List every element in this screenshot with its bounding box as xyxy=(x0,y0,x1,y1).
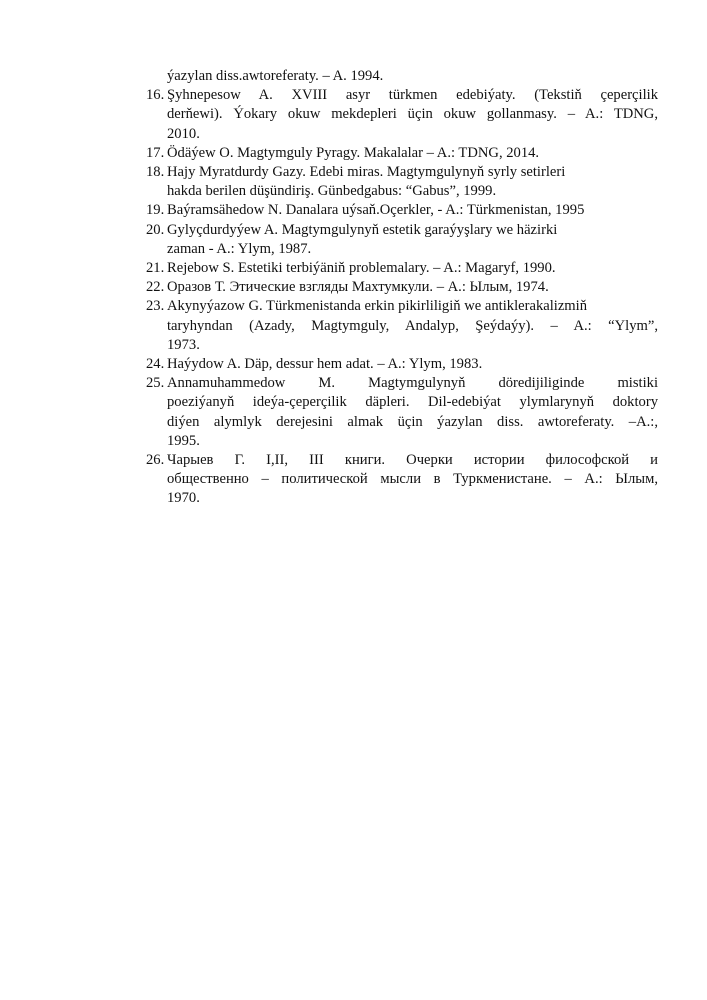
list-item xyxy=(146,86,658,144)
reference-line: hakda berilen düşündiriş. Günbedgabus: “Gabus”, 1999. xyxy=(167,183,497,200)
reference-list xyxy=(146,67,658,509)
list-item xyxy=(146,278,658,297)
list-item xyxy=(146,67,658,86)
reference-line: Оразов Т. Этические взгляды Махтумкули. – А.: Ылым, 1974. xyxy=(167,279,549,296)
list-item xyxy=(146,451,658,509)
reference-line: Haýydow A. Däp, dessur hem adat. – A.: Ylym, 1983. xyxy=(167,356,483,373)
list-item xyxy=(146,297,658,355)
reference-number: 26. xyxy=(146,452,165,469)
reference-number: 16. xyxy=(146,87,165,104)
reference-line: 2010. xyxy=(167,125,200,142)
reference-line: Rejebow S. Estetiki terbiýäniň problemalary. – A.: Magaryf, 1990. xyxy=(167,260,556,277)
reference-line: derňewi). Ýokary okuw mekdepleri üçin okuw gollanmasy. – A.: TDNG, xyxy=(167,106,658,123)
reference-line: Şyhnepesow A. XVIII asyr türkmen edebiýaty. (Tekstiň çeperçilik xyxy=(167,87,658,104)
reference-line: Akynyýazow G. Türkmenistanda erkin pikirliligiň we antiklerakalizmiň xyxy=(167,298,588,315)
list-item xyxy=(146,374,658,451)
reference-number: 23. xyxy=(146,298,165,315)
reference-line: 1995. xyxy=(167,432,200,449)
list-item xyxy=(146,355,658,374)
list-item xyxy=(146,144,658,163)
reference-number: 17. xyxy=(146,144,165,161)
reference-line: Annamuhammedow M. Magtymgulynyň döredijiliginde mistiki xyxy=(167,375,658,392)
reference-line: Чарыев Г. I,II, III книги. Очерки истории философской и xyxy=(167,452,658,469)
reference-line: Baýramsähedow N. Danalara uýsaň.Oçerkler, - A.: Türkmenistan, 1995 xyxy=(167,202,585,219)
reference-line: ýazylan diss.awtoreferaty. – A. 1994. xyxy=(167,68,384,84)
reference-line: общественно – политической мысли в Туркменистане. – А.: Ылым, xyxy=(167,471,658,488)
reference-number: 25. xyxy=(146,375,165,392)
reference-line: Gylyçdurdyýew A. Magtymgulynyň estetik garaýyşlary we häzirki xyxy=(167,221,558,238)
list-item xyxy=(146,221,658,259)
reference-line: diýen alymlyk derejesini almak üçin ýazylan diss. awtoreferaty. –A.:, xyxy=(167,413,658,430)
list-item xyxy=(146,163,658,201)
reference-number: 18. xyxy=(146,164,165,181)
reference-number: 20. xyxy=(146,221,165,238)
reference-number: 19. xyxy=(146,202,165,219)
list-item xyxy=(146,259,658,278)
reference-line: taryhyndan (Azady, Magtymguly, Andalyp, Şeýdaýy). – A.: “Ylym”, xyxy=(167,317,658,334)
reference-line: 1973. xyxy=(167,336,200,353)
reference-line: zaman - A.: Ylym, 1987. xyxy=(167,240,312,257)
reference-number: 22. xyxy=(146,279,165,296)
reference-number: 24. xyxy=(146,356,165,373)
reference-number: 21. xyxy=(146,260,165,277)
list-item xyxy=(146,201,658,220)
reference-line: Ödäýew O. Magtymguly Pyragy. Makalalar – A.: TDNG, 2014. xyxy=(167,144,540,161)
reference-line: Hajy Myratdurdy Gazy. Edebi miras. Magtymgulynyň syrly setirleri xyxy=(167,164,566,181)
reference-line: 1970. xyxy=(167,490,200,507)
reference-line: poeziýanyň ideýa-çeperçilik däpleri. Dil-edebiýat ylymlarynyň doktory xyxy=(167,394,658,411)
